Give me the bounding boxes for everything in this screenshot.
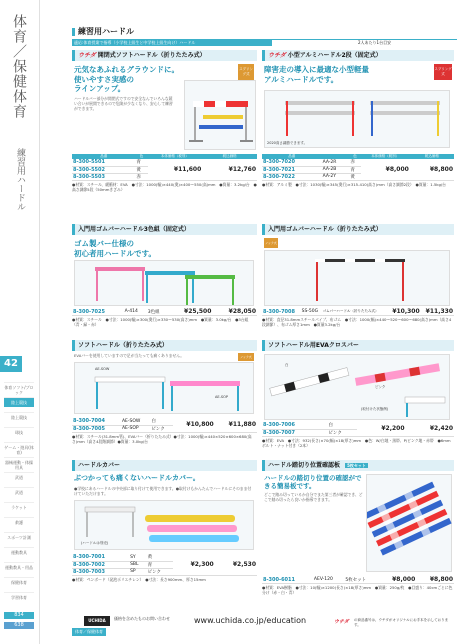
item-price: ¥8,000: [379, 576, 417, 584]
box3-table: [72, 308, 257, 327]
footer-note: の商品番号は、ウチダがオリジナルにお手本を示しております。: [354, 618, 449, 627]
aluminum-hurdle-image: [264, 90, 450, 148]
soft-hurdle-image: [184, 80, 256, 150]
header-accent: [72, 28, 75, 36]
col-code: 品番: [262, 154, 322, 159]
box7-spec: ●材質：ペンボード（発泡ポリエチレン） ●寸法：長さ900mm、厚さ15mm: [72, 576, 206, 582]
item-price-tax: ¥12,760: [202, 159, 257, 180]
catch-line-2: 使いやすさ実感の: [74, 74, 134, 84]
box-hurdle-cover: [72, 460, 257, 610]
item-color: 黄: [147, 554, 173, 561]
item-code: 8-300-7021: [262, 166, 322, 173]
hurdle-illustration: [185, 81, 257, 151]
badge-knock: ノック式: [264, 238, 278, 248]
box7-table: [72, 554, 257, 582]
item-color: ピンク: [150, 425, 172, 432]
col-price: 本体価格（税別）: [361, 154, 410, 159]
item-code: 8-300-7006: [262, 422, 327, 429]
item-price-tax: ¥8,800: [416, 576, 454, 584]
sidebar-nav-item[interactable]: 武道: [4, 487, 34, 497]
badge-knock: ノック式: [238, 353, 254, 361]
legend: 2人あたり1台目安: [358, 40, 392, 45]
item-model: A-414: [124, 308, 147, 316]
item-price: ¥8,000: [361, 159, 410, 180]
col-price: 本体価格（税別）: [148, 154, 203, 159]
item-code: 8-300-7003: [72, 568, 129, 575]
table-row: [72, 418, 257, 425]
box4-spec: ●材質：直径31.8mmスチールパイプ、布ゴム ●寸法：1000(幅)×440〜520〜600〜680(高さ)mm（高さ4段調節）、布ゴム厚さ1mm ●質量3.2kg/台: [262, 317, 452, 327]
box3-spec: ●材質：スチール ●寸法：1000(幅)×300(奥行)×330〜530(高さ)mm ●質量：3.0kg/台 ●3台組（青・緑・赤）: [72, 317, 249, 327]
label-white: AE-SOW: [95, 367, 110, 371]
item-price-tax: ¥2,530: [215, 554, 257, 575]
box2-table: [262, 154, 454, 187]
item-code: 8-300-7005: [72, 425, 121, 432]
label-pink: AE-SOP: [215, 395, 228, 399]
item-price-tax: ¥11,330: [421, 308, 454, 316]
catch-line-1: 障害走の導入に最適な小型軽量: [264, 65, 369, 74]
footer-url[interactable]: www.uchida.co.jp/education: [194, 616, 307, 625]
item-model: AA-2B: [322, 166, 350, 173]
box3-title: 入門用ゴムバーハードル3色組（固定式）: [72, 224, 257, 235]
page-footer: [75, 612, 454, 636]
box5-spec: ●材質：スチール(31.8mm管)、EVAバー（折りたたみ式）●寸法：1000(幅)×440×520×600×680(高さ)mm（高さ4段階調節）●質量：3.0kg/台: [72, 433, 252, 444]
item-color: 青: [349, 166, 360, 173]
item-set: 3色組: [147, 308, 168, 316]
box3-catch: [74, 239, 156, 258]
sidebar-nav-item[interactable]: 陸上競技: [4, 412, 34, 422]
sidebar-nav-item[interactable]: 陸上競技: [4, 397, 34, 407]
item-price-tax: ¥11,880: [215, 418, 257, 432]
item-color: ピンク: [327, 429, 357, 436]
rubber-hurdle-image: [74, 260, 254, 306]
item-color: 黄: [135, 166, 147, 173]
item-code: 8-300-7020: [262, 159, 322, 166]
item-model: AE-SOW: [121, 418, 150, 425]
box-rubber-hurdle-3set: [72, 224, 257, 334]
box8-desc: どこで踏み切っているか自分でまた第三者が確認でき、どこで踏み切ったら良いか指導できます。: [264, 492, 363, 502]
box2-catch: [264, 65, 414, 84]
box2-title-bar: [262, 50, 454, 61]
category-title: 体育／保健体育: [11, 14, 27, 119]
subcategory-title: 練習用ハードル: [15, 148, 25, 211]
item-color: 赤: [349, 159, 360, 166]
col-color: 色: [349, 154, 360, 159]
item-code: 8-300-7022: [262, 173, 322, 180]
brand-logo: ウチダ: [268, 52, 286, 59]
box1-title-bar: [72, 50, 257, 61]
page-title: 練習用ハードル: [78, 27, 134, 36]
set-badge: 5枚セット: [347, 463, 366, 468]
box6-note: (取付けた状態例): [361, 407, 389, 411]
rubber-folding-image: [264, 250, 450, 306]
item-code: 8-300-5501: [72, 159, 135, 166]
box1-spec: ●材質：スチール、緩衝材：EVA ●寸法：1000(幅)×440(奥)×400〜550(高)mm ●質量：3.2kg/台 ●高さ調節5段（50mmきざみ）: [72, 181, 257, 192]
catch-line-1: 元気なあふれるグラウンドに。: [74, 65, 179, 74]
box5-title: ソフトハードル（折りたたみ式）: [72, 340, 257, 351]
box4-table: [262, 308, 454, 327]
item-model: SP: [129, 568, 147, 575]
item-price: ¥2,300: [173, 554, 215, 575]
box1-desc: ハードルバー部分が開閉式ですので安全なんでいろんな競い合いが展開できるので危険が少なくなり、安心して練習ができます。: [74, 95, 173, 111]
box1-catch: [74, 65, 184, 111]
item-code: 8-300-7025: [72, 308, 124, 316]
item-color: 白: [327, 422, 357, 429]
table-row: [72, 159, 257, 166]
badge-spring: スプリング式: [238, 64, 254, 80]
box-soft-hurdle-folding: [72, 340, 257, 452]
item-code: 8-300-5502: [72, 166, 135, 173]
soft-folding-image: [74, 362, 254, 414]
item-code: 8-300-7008: [262, 308, 301, 316]
badge-spring: スプリング式: [434, 64, 452, 80]
item-price: ¥25,500: [168, 308, 213, 316]
page-number: 42: [0, 356, 22, 372]
sidebar-nav-item[interactable]: 運動教具: [4, 547, 34, 557]
box6-spec: ●材質：EVA ●寸法：932(長さ)×70(幅)×18(厚さ)mm ●色：W/白地・黒帯、P/ピンク地・赤帯 ●6mmボルト・ナット付き（2本）: [262, 437, 451, 448]
sidebar-nav-item[interactable]: ゲーム・遊具(体育): [4, 442, 34, 457]
item-price-tax: ¥2,420: [406, 422, 454, 436]
sidebar-nav-item[interactable]: 保健体育: [4, 577, 34, 587]
item-code: 8-300-7004: [72, 418, 121, 425]
catch-line-1: ゴム製バー仕様の: [74, 239, 134, 248]
hurdle-illustration: [265, 251, 451, 307]
catch-line-2: アルミハードルです。: [264, 74, 339, 84]
footer-tagline: 体育／保健体育: [72, 628, 106, 636]
box2-note: 2020高さ調節できます。: [267, 141, 308, 145]
ref-tab-2[interactable]: 638: [4, 622, 34, 629]
box1-title: 開閉式ソフトハードル（折りたたみ式）: [97, 52, 206, 59]
item-price: ¥2,200: [357, 422, 405, 436]
hurdle-cover-image: [74, 500, 254, 550]
table-row: [72, 308, 257, 316]
item-model: AA-2R: [322, 159, 350, 166]
item-color: ピンク: [147, 568, 173, 575]
item-price: ¥10,300: [387, 308, 420, 316]
catch-line-2: 初心者用ハードルです。: [74, 248, 156, 258]
item-color: 黄: [349, 173, 360, 180]
box8-table: [262, 576, 454, 595]
box-aluminum-hurdle: [262, 50, 454, 216]
box-eva-crossbar: [262, 340, 454, 452]
item-code: 8-300-7001: [72, 554, 129, 561]
takeoff-board-image: [366, 474, 452, 572]
crossbar-illustration: [265, 355, 451, 421]
hurdle-illustration: [75, 261, 255, 307]
catch-line-3: ラインアップ。: [74, 84, 126, 93]
page-header: [72, 26, 457, 40]
brand-logo: ウチダ: [78, 52, 96, 59]
sidebar-nav-item[interactable]: 球技: [4, 427, 34, 437]
item-code: 8-300-5503: [72, 173, 135, 180]
box2-spec: ●材質：アルミ製 ●寸法：1030(幅)×345(奥行)×315-410(高さ)mm（高さ調節2段） ●質量：1.5kg/台: [262, 181, 446, 187]
crossbar-image: [264, 354, 450, 420]
footer-brand: ウチダ: [334, 619, 349, 625]
item-color: 青: [147, 561, 173, 568]
col-color: 色: [135, 154, 147, 159]
box7-note: (ハードルは別売): [81, 541, 109, 545]
box7-desc: ●学校にあるハードルの中央部に取り付けて使用できます。●取付けもかんたんでハードルにそのまま付けていただけます。: [74, 486, 252, 496]
box8-spec: ●材質：EVA樹脂 ●寸法：10(幅)×1200(長さ)×18(厚さ)mm ●質量：250g/枚 ●目盛り：40cmごとに色分け（赤・白・青）: [262, 585, 453, 595]
catch-line-1: ぶつかっても痛くないハードルカバー。: [74, 474, 200, 482]
box2-title: 小型アルミハードル2段（固定式）: [287, 52, 382, 59]
box5-table: [72, 418, 257, 444]
item-model: AEV-120: [313, 576, 344, 584]
item-model: SS-50G: [301, 308, 322, 316]
item-color: 赤: [135, 173, 147, 180]
sidebar-nav-item[interactable]: スポーツ計測: [4, 532, 34, 542]
label-white: 白: [285, 363, 289, 367]
sidebar-nav-item[interactable]: 武道: [4, 472, 34, 482]
box7-title: ハードルカバー: [72, 460, 257, 471]
topbar-sub: 適応:体育授業で指導（小学校上級生と中学校上級生向け）ハードル: [72, 40, 272, 46]
table-row: [72, 554, 257, 561]
label-pink: ピンク: [375, 385, 386, 389]
box8-title-bar: [262, 460, 454, 471]
item-model: SBL: [129, 561, 147, 568]
item-model: AA-2Y: [322, 173, 350, 180]
item-price-tax: ¥8,800: [410, 159, 454, 180]
col-code: 品番: [72, 154, 135, 159]
box-rubber-hurdle-folding: [262, 224, 454, 334]
box4-title: 入門用ゴムバーハードル（折りたたみ式）: [262, 224, 454, 235]
sidebar-nav-item[interactable]: 器械運動・体操用具: [4, 457, 34, 472]
item-code: 8-300-6011: [262, 576, 313, 584]
item-set: 5枚セット: [344, 576, 378, 584]
col-price-tax: 税込価格: [410, 154, 454, 159]
table-row: [262, 159, 454, 166]
box5-desc: EVAバーを使用していますので足が当たっても痛くありません。: [74, 353, 185, 358]
item-price: ¥11,600: [148, 159, 203, 180]
sidebar-nav-item[interactable]: 運動教具・用品: [4, 562, 34, 572]
table-row: [262, 576, 454, 584]
col-price-tax: 税込価格: [202, 154, 257, 159]
sidebar-nav-item[interactable]: 救護: [4, 517, 34, 527]
box-takeoff-board: [262, 460, 454, 610]
item-code: 8-300-7002: [72, 561, 129, 568]
table-row: [262, 422, 454, 429]
item-model: SY: [129, 554, 147, 561]
box8-title: ハードル踏切り位置確認板: [268, 462, 341, 469]
sidebar-nav-item[interactable]: 学習体育: [4, 592, 34, 602]
board-illustration: [367, 475, 453, 573]
sidebar: [0, 0, 40, 644]
item-name: ゴムバーハードル（折りたたみ式）: [322, 308, 388, 316]
box6-table: [262, 422, 454, 448]
item-code: 8-300-7007: [262, 429, 327, 436]
ref-tab-1[interactable]: 834: [4, 612, 34, 619]
box8-catch: [264, 474, 364, 502]
item-color: 白: [150, 418, 172, 425]
table-row: [262, 308, 454, 316]
contact-note: 価格を含めたものお問い合わせ: [114, 616, 170, 621]
item-model: AE-SOP: [121, 425, 150, 432]
item-price: ¥10,800: [173, 418, 215, 432]
sidebar-nav-item[interactable]: 体育ソフト/ブロック: [4, 382, 34, 397]
box-soft-hurdle: [72, 50, 257, 216]
uchida-logo: UCHIDA: [84, 616, 110, 626]
item-color: 青: [135, 159, 147, 166]
sidebar-nav-item[interactable]: ラケット: [4, 502, 34, 512]
item-price-tax: ¥28,050: [212, 308, 257, 316]
box1-table: [72, 154, 257, 192]
catch-line-1: ハードルの踏切り位置の確認がで: [264, 474, 362, 482]
catch-line-2: きる簡易板です。: [264, 482, 316, 490]
box6-title: ソフトハードル用EVAクロスバー: [262, 340, 454, 351]
